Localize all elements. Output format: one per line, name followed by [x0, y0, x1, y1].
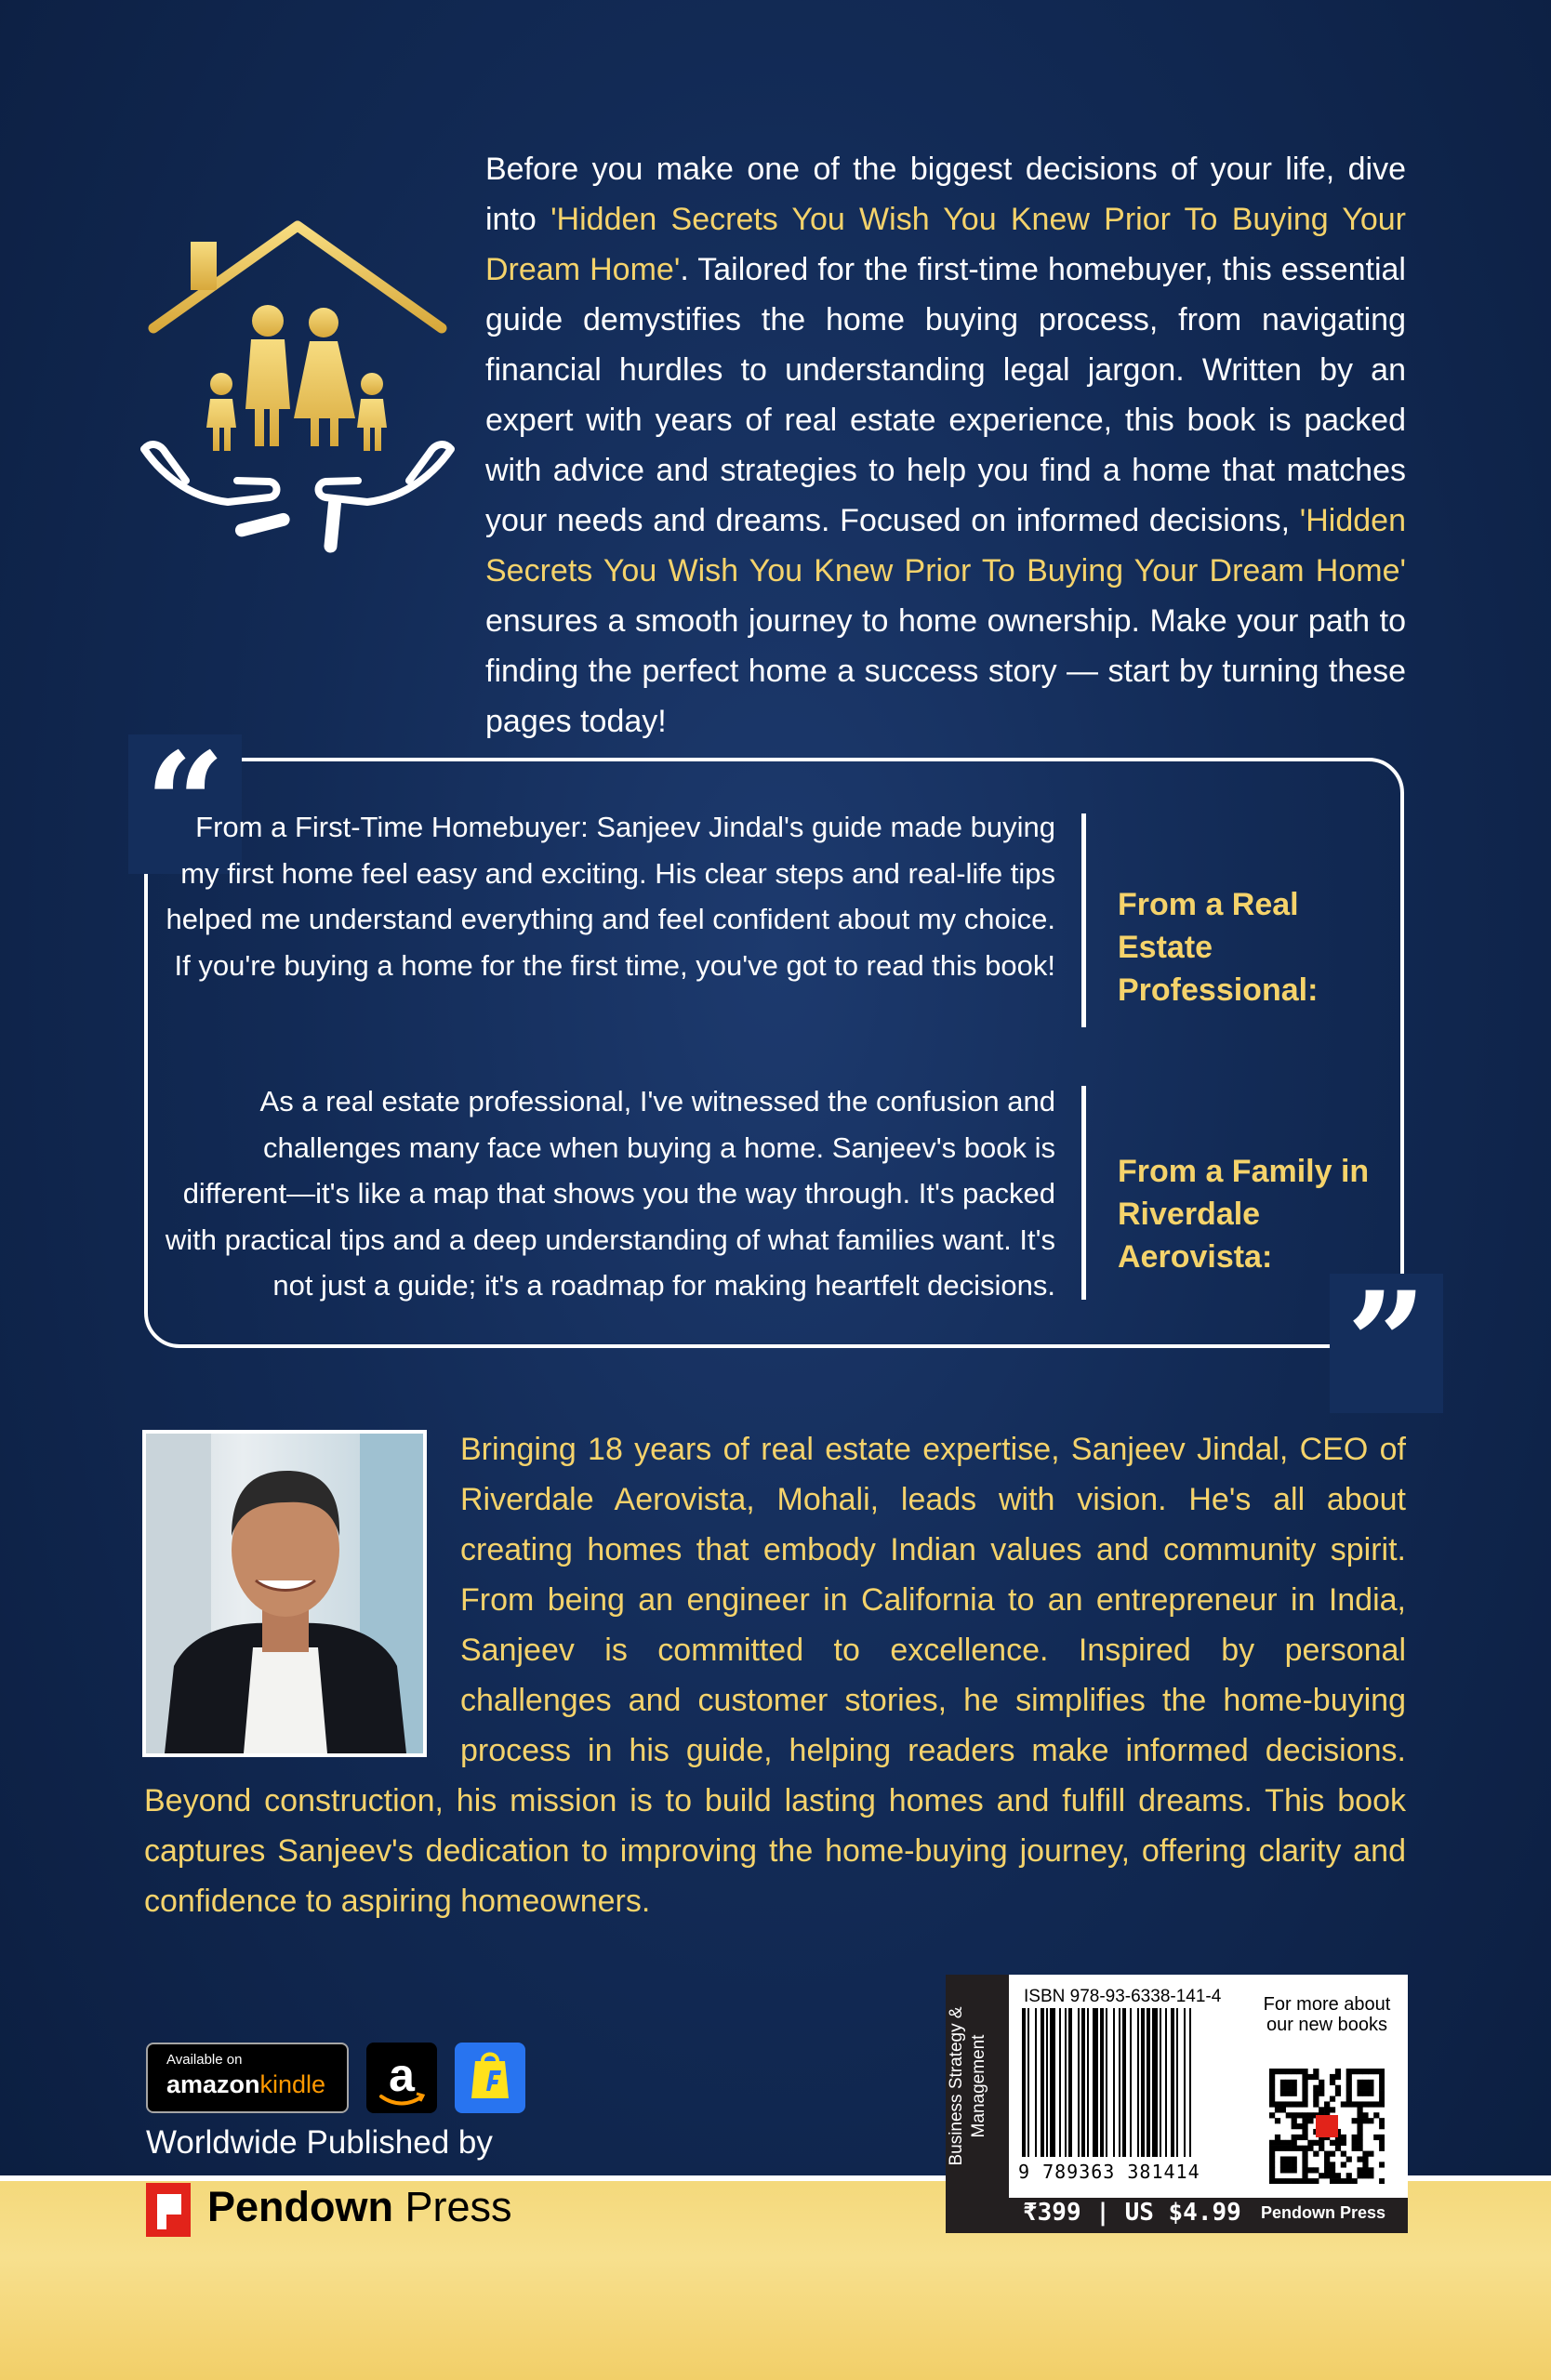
qr-module — [1297, 2178, 1303, 2184]
barcode-bar — [1093, 2008, 1098, 2157]
qr-module — [1368, 2069, 1373, 2074]
qr-module — [1275, 2069, 1280, 2074]
qr-module — [1297, 2135, 1303, 2140]
qr-module — [1330, 2074, 1335, 2080]
qr-module — [1352, 2118, 1358, 2123]
qr-module — [1357, 2167, 1362, 2173]
qr-module — [1352, 2178, 1358, 2184]
qr-module — [1319, 2140, 1324, 2146]
qr-module — [1352, 2101, 1358, 2107]
qr-module — [1280, 2156, 1286, 2162]
qr-module — [1362, 2069, 1368, 2074]
qr-module — [1330, 2107, 1335, 2112]
qr-module — [1346, 2091, 1352, 2096]
qr-module — [1286, 2101, 1292, 2107]
book-title-highlight: 'Hidden Secrets You Wish You Knew Prior To Buying Your Dream Home' — [485, 202, 1406, 287]
barcode-bar — [1027, 2008, 1029, 2157]
qr-module — [1352, 2146, 1358, 2151]
barcode-bar — [1176, 2008, 1178, 2157]
qr-module — [1280, 2178, 1286, 2184]
qr-module — [1357, 2135, 1362, 2140]
qr-module — [1286, 2162, 1292, 2167]
qr-module — [1324, 2162, 1330, 2167]
qr-module — [1373, 2135, 1379, 2140]
qr-module — [1313, 2069, 1319, 2074]
qr-module — [1379, 2074, 1385, 2080]
qr-module — [1335, 2140, 1341, 2146]
flipkart-icon[interactable] — [455, 2043, 525, 2113]
qr-module — [1379, 2162, 1385, 2167]
publisher-name-regular: Press — [393, 2183, 512, 2230]
qr-module — [1280, 2107, 1286, 2112]
barcode-brand-text: Pendown Press — [1261, 2203, 1386, 2222]
qr-module — [1269, 2074, 1275, 2080]
qr-module — [1275, 2118, 1280, 2123]
publisher-name-bold: Pendown — [207, 2183, 393, 2230]
qr-module — [1280, 2069, 1286, 2074]
qr-module — [1302, 2080, 1307, 2085]
qr-module — [1302, 2146, 1307, 2151]
barcode-bar — [1106, 2008, 1107, 2157]
qr-module — [1352, 2069, 1358, 2074]
qr-module — [1362, 2091, 1368, 2096]
qr-module — [1357, 2101, 1362, 2107]
qr-module — [1324, 2167, 1330, 2173]
qr-module — [1368, 2085, 1373, 2091]
qr-module — [1275, 2107, 1280, 2112]
qr-module — [1275, 2135, 1280, 2140]
book-description — [485, 144, 1406, 747]
qr-module — [1352, 2135, 1358, 2140]
barcode-bar — [1171, 2008, 1174, 2157]
qr-module — [1302, 2091, 1307, 2096]
description-part-1: Before you make one of the biggest decisions of your life, dive into — [485, 152, 1406, 237]
qr-module — [1379, 2069, 1385, 2074]
qr-module — [1368, 2167, 1373, 2173]
qr-module — [1269, 2080, 1275, 2085]
qr-module — [1357, 2085, 1362, 2091]
qr-module — [1379, 2080, 1385, 2085]
qr-module — [1346, 2101, 1352, 2107]
qr-module — [1368, 2101, 1373, 2107]
qr-module — [1335, 2085, 1341, 2091]
qr-module — [1275, 2140, 1280, 2146]
qr-module — [1346, 2173, 1352, 2178]
qr-module — [1307, 2167, 1313, 2173]
amazon-kindle-badge[interactable] — [146, 2043, 349, 2113]
testimonial-text: From a First-Time Homebuyer: Sanjeev Jindal's guide made buying my first home feel easy and exciting. His clear steps and real-life tips helped me understand everything and feel confident about my choice. If you're buying a home for the first time, you've got to read this book! — [166, 811, 1055, 982]
qr-module — [1341, 2135, 1346, 2140]
qr-module — [1324, 2151, 1330, 2157]
qr-module — [1324, 2173, 1330, 2178]
qr-module — [1286, 2091, 1292, 2096]
qr-module — [1269, 2140, 1275, 2146]
qr-module — [1307, 2140, 1313, 2146]
testimonial-attribution: From a Real Estate Professional: — [1118, 887, 1319, 1008]
qr-module — [1362, 2118, 1368, 2123]
barcode-bar — [1100, 2008, 1104, 2157]
qr-module — [1280, 2162, 1286, 2167]
barcode-bar — [1147, 2008, 1150, 2157]
qr-module — [1330, 2167, 1335, 2173]
description-part-2: . Tailored for the first-time homebuyer, this essential guide demystifies the home buying process, from navigating financial hurdles to understanding legal jargon. Written by an expert with years of real estate experience, this book is packed with advice and strategies to help you find a home that matches your needs and dreams. Focused on informed decisions, — [485, 252, 1406, 538]
qr-module — [1362, 2112, 1368, 2118]
qr-module — [1307, 2074, 1313, 2080]
qr-module — [1286, 2112, 1292, 2118]
qr-module — [1373, 2101, 1379, 2107]
qr-module — [1286, 2167, 1292, 2173]
barcode-bar — [1078, 2008, 1080, 2157]
author-bio — [144, 1424, 1406, 1926]
qr-module — [1302, 2167, 1307, 2173]
qr-module — [1346, 2156, 1352, 2162]
qr-module — [1379, 2123, 1385, 2129]
qr-module — [1313, 2101, 1319, 2107]
qr-module — [1275, 2146, 1280, 2151]
qr-module — [1292, 2167, 1297, 2173]
barcode-bar — [1165, 2008, 1167, 2157]
qr-module — [1330, 2173, 1335, 2178]
qr-module — [1292, 2069, 1297, 2074]
barcode — [1020, 2008, 1243, 2159]
qr-module — [1346, 2085, 1352, 2091]
qr-center-logo — [1316, 2115, 1338, 2137]
qr-code[interactable] — [1269, 2069, 1385, 2184]
barcode-bar — [1189, 2008, 1191, 2157]
house-family-hands-icon — [139, 218, 456, 553]
testimonial-divider — [1081, 1086, 1086, 1300]
barcode-brand — [1261, 2203, 1385, 2223]
qr-module — [1297, 2123, 1303, 2129]
qr-module — [1297, 2069, 1303, 2074]
qr-module — [1292, 2123, 1297, 2129]
qr-module — [1379, 2135, 1385, 2140]
amazon-word: amazon — [166, 2070, 260, 2098]
qr-module — [1346, 2096, 1352, 2102]
barcode-bar — [1046, 2008, 1048, 2157]
qr-module — [1286, 2178, 1292, 2184]
qr-module — [1324, 2101, 1330, 2107]
qr-module — [1362, 2156, 1368, 2162]
kindle-wordmark — [166, 2070, 325, 2099]
qr-module — [1292, 2091, 1297, 2096]
qr-module — [1302, 2074, 1307, 2080]
qr-module — [1292, 2085, 1297, 2091]
qr-module — [1373, 2112, 1379, 2118]
qr-caption: For more about our new books — [1263, 1994, 1391, 2035]
qr-module — [1319, 2146, 1324, 2151]
qr-module — [1313, 2091, 1319, 2096]
qr-module — [1341, 2151, 1346, 2157]
qr-module — [1379, 2096, 1385, 2102]
barcode-bar — [1022, 2008, 1026, 2157]
testimonial-text: As a real estate professional, I've witnessed the confusion and challenges many face when buying a home. Sanjeev's book is different—it's like a map that shows you the way through. It's packed with practical tips and a deep understanding of what families want. It's not just a guide; it's a roadmap for making heartfelt decisions. — [165, 1085, 1055, 1302]
qr-module — [1280, 2085, 1286, 2091]
barcode-bar — [1141, 2008, 1145, 2157]
qr-module — [1269, 2162, 1275, 2167]
qr-module — [1362, 2085, 1368, 2091]
qr-module — [1346, 2069, 1352, 2074]
qr-module — [1362, 2080, 1368, 2085]
qr-module — [1357, 2112, 1362, 2118]
qr-module — [1379, 2178, 1385, 2184]
qr-module — [1302, 2151, 1307, 2157]
qr-module — [1335, 2173, 1341, 2178]
qr-module — [1379, 2118, 1385, 2123]
author-bio-text: Bringing 18 years of real estate expertise, Sanjeev Jindal, CEO of Riverdale Aerovista, Mohali, leads with vision. He's all about creating homes that embody Indian values and community spirit. From being an engineer in California to an entrepreneur in India, Sanjeev is committed to excellence. Inspired by personal challenges and customer stories, he simplifies the home-buying process in his guide, helping readers make informed decisions. Beyond construction, his mission is to build lasting homes and fulfill dreams. This book captures Sanjeev's dedication to improving the home-buying journey, offering clarity and confidence to aspiring homeowners. — [144, 1432, 1406, 1919]
qr-module — [1313, 2074, 1319, 2080]
isbn-digits: 9 789363 381414 — [1018, 2161, 1200, 2183]
qr-module — [1352, 2140, 1358, 2146]
close-quote-icon: ” — [1330, 1274, 1443, 1413]
barcode-bar — [1041, 2008, 1044, 2157]
qr-module — [1292, 2146, 1297, 2151]
qr-module — [1324, 2107, 1330, 2112]
qr-module — [1319, 2085, 1324, 2091]
qr-module — [1275, 2178, 1280, 2184]
qr-module — [1330, 2096, 1335, 2102]
qr-module — [1319, 2173, 1324, 2178]
qr-module — [1368, 2151, 1373, 2157]
qr-module — [1379, 2091, 1385, 2096]
price-label: ₹399 | US $4.99 — [1023, 2199, 1241, 2227]
qr-module — [1357, 2173, 1362, 2178]
qr-module — [1379, 2140, 1385, 2146]
qr-module — [1346, 2074, 1352, 2080]
qr-module — [1357, 2140, 1362, 2146]
qr-module — [1269, 2091, 1275, 2096]
barcode-bar — [1087, 2008, 1089, 2157]
qr-module — [1286, 2146, 1292, 2151]
qr-module — [1330, 2162, 1335, 2167]
qr-module — [1330, 2151, 1335, 2157]
barcode-bar — [1122, 2008, 1126, 2157]
qr-module — [1307, 2118, 1313, 2123]
qr-module — [1368, 2080, 1373, 2085]
qr-module — [1302, 2178, 1307, 2184]
qr-module — [1307, 2146, 1313, 2151]
qr-module — [1280, 2167, 1286, 2173]
qr-module — [1280, 2091, 1286, 2096]
qr-module — [1286, 2080, 1292, 2085]
qr-module — [1302, 2156, 1307, 2162]
qr-module — [1280, 2146, 1286, 2151]
testimonial-divider — [1081, 813, 1086, 1027]
qr-module — [1368, 2173, 1373, 2178]
qr-module — [1292, 2162, 1297, 2167]
qr-module — [1357, 2080, 1362, 2085]
qr-module — [1275, 2101, 1280, 2107]
qr-module — [1286, 2069, 1292, 2074]
qr-module — [1269, 2069, 1275, 2074]
qr-module — [1357, 2118, 1362, 2123]
barcode-bar — [1130, 2008, 1132, 2157]
qr-module — [1297, 2146, 1303, 2151]
publisher-name — [207, 2183, 512, 2231]
barcode-bar — [1050, 2008, 1055, 2157]
barcode-bar — [1152, 2008, 1158, 2157]
qr-module — [1335, 2074, 1341, 2080]
qr-module — [1319, 2080, 1324, 2085]
open-quote-icon: “ — [128, 734, 242, 874]
qr-module — [1269, 2085, 1275, 2091]
qr-module — [1269, 2101, 1275, 2107]
qr-module — [1335, 2146, 1341, 2151]
qr-module — [1362, 2173, 1368, 2178]
barcode-bar — [1035, 2008, 1037, 2157]
qr-module — [1330, 2140, 1335, 2146]
qr-module — [1302, 2135, 1307, 2140]
qr-module — [1379, 2146, 1385, 2151]
qr-module — [1269, 2146, 1275, 2151]
barcode-bar — [1113, 2008, 1115, 2157]
qr-module — [1292, 2080, 1297, 2085]
qr-module — [1269, 2167, 1275, 2173]
barcode-bar — [1059, 2008, 1061, 2157]
qr-module — [1368, 2091, 1373, 2096]
photo-spacer — [144, 1424, 460, 1768]
qr-module — [1302, 2096, 1307, 2102]
qr-module — [1335, 2178, 1341, 2184]
qr-module — [1362, 2101, 1368, 2107]
qr-module — [1346, 2178, 1352, 2184]
qr-module — [1368, 2118, 1373, 2123]
description-part-3: ensures a smooth journey to home ownership. Make your path to finding the perfect home a success story — start by turning these pages today! — [485, 603, 1406, 739]
qr-module — [1297, 2112, 1303, 2118]
barcode-bar — [1137, 2008, 1139, 2157]
qr-module — [1302, 2129, 1307, 2135]
barcode-bar — [1119, 2008, 1120, 2157]
qr-module — [1341, 2101, 1346, 2107]
qr-module — [1324, 2156, 1330, 2162]
qr-module — [1269, 2151, 1275, 2157]
qr-module — [1341, 2140, 1346, 2146]
barcode-bar — [1081, 2008, 1085, 2157]
qr-module — [1292, 2178, 1297, 2184]
kindle-available-label: Available on — [166, 2052, 243, 2068]
qr-module — [1269, 2112, 1275, 2118]
amazon-letter: a — [389, 2049, 415, 2101]
qr-module — [1269, 2096, 1275, 2102]
published-by-label: Worldwide Published by — [146, 2124, 493, 2161]
qr-module — [1280, 2101, 1286, 2107]
qr-module — [1357, 2129, 1362, 2135]
qr-module — [1302, 2162, 1307, 2167]
qr-module — [1269, 2156, 1275, 2162]
kindle-word: kindle — [259, 2070, 326, 2098]
qr-module — [1357, 2123, 1362, 2129]
category-strip — [946, 1975, 1009, 2198]
qr-module — [1286, 2156, 1292, 2162]
qr-module — [1302, 2101, 1307, 2107]
qr-module — [1307, 2178, 1313, 2184]
qr-module — [1286, 2085, 1292, 2091]
qr-module — [1341, 2162, 1346, 2167]
qr-module — [1302, 2069, 1307, 2074]
qr-module — [1302, 2085, 1307, 2091]
qr-module — [1313, 2151, 1319, 2157]
qr-module — [1280, 2080, 1286, 2085]
qr-module — [1292, 2101, 1297, 2107]
qr-module — [1269, 2173, 1275, 2178]
qr-module — [1357, 2091, 1362, 2096]
qr-module — [1307, 2112, 1313, 2118]
qr-module — [1269, 2178, 1275, 2184]
qr-module — [1286, 2140, 1292, 2146]
qr-module — [1313, 2178, 1319, 2184]
barcode-bar — [1160, 2008, 1161, 2157]
qr-module — [1302, 2123, 1307, 2129]
barcode-bar — [1184, 2008, 1186, 2157]
qr-module — [1313, 2096, 1319, 2102]
qr-module — [1297, 2101, 1303, 2107]
qr-module — [1330, 2080, 1335, 2085]
qr-module — [1335, 2069, 1341, 2074]
qr-module — [1313, 2085, 1319, 2091]
qr-module — [1319, 2091, 1324, 2096]
qr-module — [1341, 2178, 1346, 2184]
qr-module — [1357, 2069, 1362, 2074]
qr-module — [1302, 2173, 1307, 2178]
barcode-bar — [1065, 2008, 1067, 2157]
qr-module — [1346, 2080, 1352, 2085]
qr-module — [1357, 2156, 1362, 2162]
barcode-bar — [1068, 2008, 1072, 2157]
qr-module — [1292, 2140, 1297, 2146]
amazon-icon[interactable] — [366, 2043, 437, 2113]
qr-module — [1330, 2178, 1335, 2184]
book-category: Business Strategy & Management — [947, 2006, 988, 2166]
qr-module — [1313, 2167, 1319, 2173]
testimonial-attribution: From a Family in Riverdale Aerovista: — [1118, 1154, 1370, 1275]
qr-module — [1292, 2135, 1297, 2140]
qr-module — [1357, 2107, 1362, 2112]
qr-module — [1335, 2091, 1341, 2096]
qr-module — [1379, 2101, 1385, 2107]
isbn-label: ISBN 978-93-6338-141-4 — [1024, 1987, 1222, 2006]
qr-module — [1357, 2146, 1362, 2151]
qr-module — [1302, 2112, 1307, 2118]
qr-module — [1292, 2112, 1297, 2118]
qr-module — [1362, 2151, 1368, 2157]
qr-module — [1319, 2107, 1324, 2112]
pendown-logo — [146, 2183, 198, 2237]
qr-module — [1362, 2162, 1368, 2167]
book-title-highlight: 'Hidden Secrets You Wish You Knew Prior To Buying Your Dream Home' — [485, 503, 1406, 588]
qr-module — [1280, 2140, 1286, 2146]
qr-module — [1292, 2118, 1297, 2123]
qr-module — [1302, 2118, 1307, 2123]
qr-module — [1379, 2085, 1385, 2091]
qr-module — [1313, 2140, 1319, 2146]
qr-module — [1362, 2167, 1368, 2173]
qr-module — [1373, 2069, 1379, 2074]
qr-module — [1292, 2156, 1297, 2162]
